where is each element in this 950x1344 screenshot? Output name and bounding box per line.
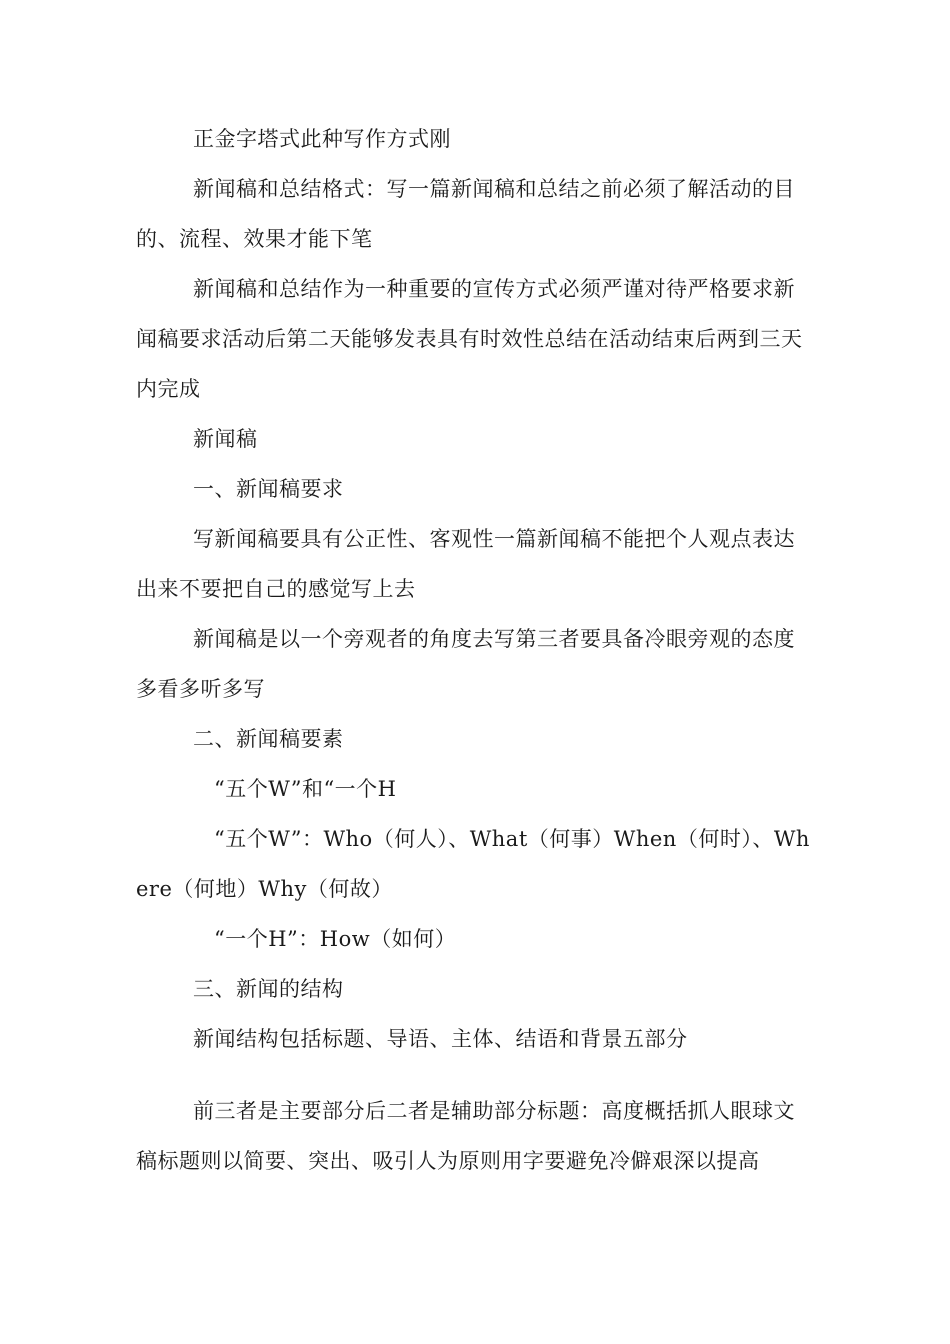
paragraph-requirement: 新闻稿和总结作为一种重要的宣传方式必须严谨对待严格要求新闻稿要求活动后第二天能够发表具有时效性总结在活动结束后两到三天内完成 — [136, 277, 803, 401]
heading-section-2: 二、新闻稿要素 — [193, 727, 344, 751]
paragraph-1h: “一个H”：How（如何） — [214, 927, 457, 951]
heading-news-release: 新闻稿 — [193, 427, 258, 451]
paragraph-observer: 新闻稿是以一个旁观者的角度去写第三者要具备冷眼旁观的态度多看多听多写 — [136, 627, 795, 701]
heading-section-1: 一、新闻稿要求 — [193, 477, 344, 501]
paragraph-structure: 新闻结构包括标题、导语、主体、结语和背景五部分 — [193, 1027, 688, 1051]
paragraph-intro: 正金字塔式此种写作方式刚 — [193, 127, 451, 151]
paragraph-objectivity: 写新闻稿要具有公正性、客观性一篇新闻稿不能把个人观点表达出来不要把自己的感觉写上去 — [136, 527, 795, 601]
heading-section-3: 三、新闻的结构 — [193, 977, 344, 1001]
paragraph-5w1h: “五个W”和“一个H — [214, 777, 397, 801]
paragraph-5w: “五个W”：Who（何人）、What（何事）When（何时）、Where（何地）Why（何故） — [136, 827, 810, 901]
paragraph-format: 新闻稿和总结格式：写一篇新闻稿和总结之前必须了解活动的目的、流程、效果才能下笔 — [136, 177, 795, 251]
paragraph-title-rules: 前三者是主要部分后二者是辅助部分标题：高度概括抓人眼球文稿标题则以简要、突出、吸引人为原则用字要避免冷僻艰深以提高 — [136, 1099, 795, 1173]
